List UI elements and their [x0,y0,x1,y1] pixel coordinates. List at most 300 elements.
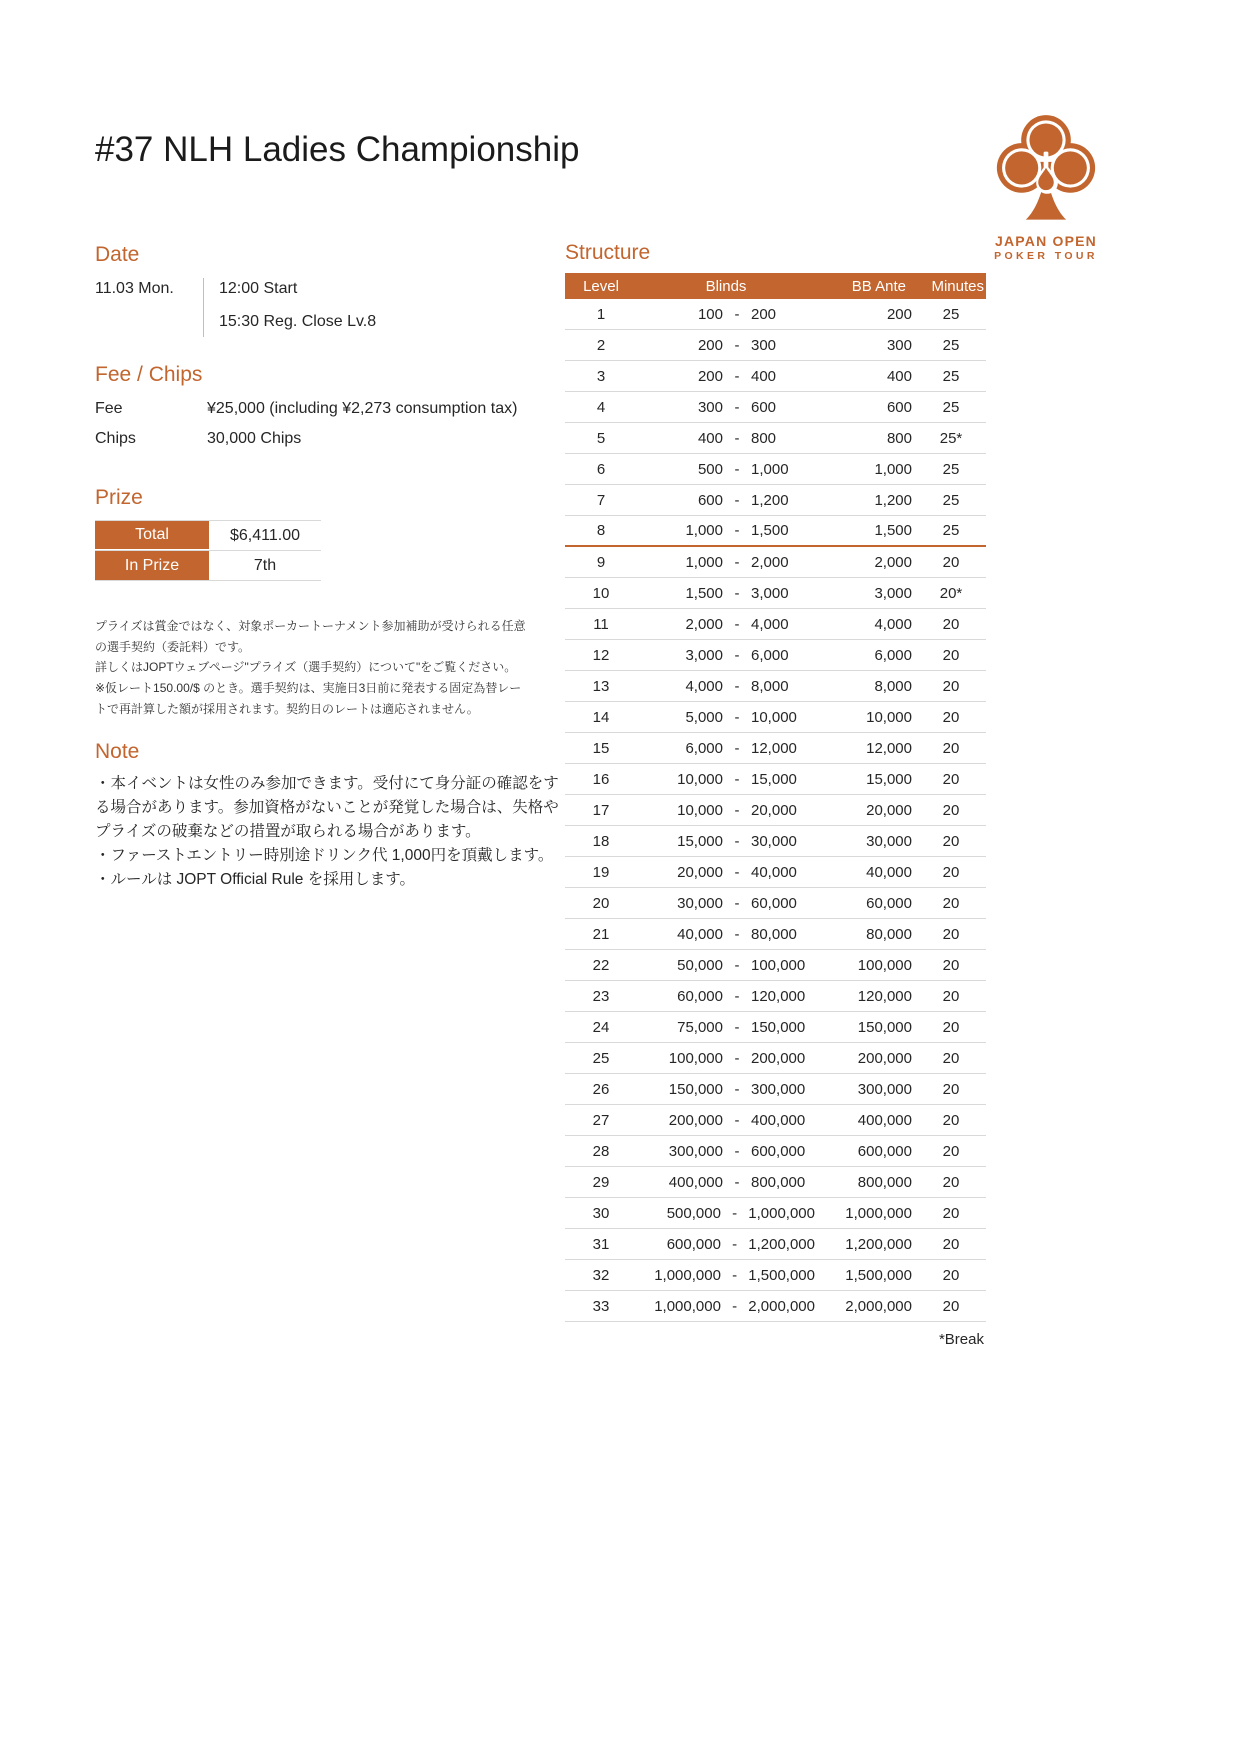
level-cell: 9 [596,553,606,571]
blinds-cell [637,585,815,602]
date-value: 11.03 Mon. [95,280,174,297]
bb-ante-cell: 400 [886,367,912,385]
level-cell: 12 [592,646,610,664]
level-cell: 26 [592,1080,610,1098]
blinds-separator: - [734,367,740,385]
blinds-separator: - [734,801,740,819]
prize-total-row [95,521,321,551]
prize-disclaimer [95,616,532,719]
blinds-separator: - [734,832,740,850]
big-blind: 1,000 [751,460,789,478]
level-cell: 1 [596,305,606,323]
blinds-separator: - [734,894,740,912]
bb-ante-cell: 300,000 [857,1080,912,1098]
note-heading: Note [95,740,140,763]
small-blind: 1,000,000 [654,1266,721,1284]
big-blind: 10,000 [751,708,797,726]
minutes-cell: 20 [942,553,960,571]
minutes-cell: 20 [942,615,960,633]
break-footnote: *Break [938,1331,984,1348]
big-blind: 200,000 [751,1049,806,1067]
blinds-separator: - [732,1297,738,1315]
level-cell: 20 [592,894,610,912]
big-blind: 100,000 [751,956,806,974]
big-blind: 80,000 [751,925,797,943]
minutes-cell: 25 [942,460,960,478]
level-cell: 14 [592,708,610,726]
logo-text-poker-tour: POKER TOUR [994,250,1098,262]
blinds-separator: - [734,987,740,1005]
prize-total-label: Total [95,521,209,550]
minutes-cell: 20 [942,677,960,695]
minutes-cell: 20 [942,863,960,881]
small-blind: 200 [697,367,723,385]
blinds-separator: - [732,1204,738,1222]
structure-level-row [565,857,986,888]
minutes-cell: 20 [942,646,960,664]
level-cell: 24 [592,1018,610,1036]
bb-ante-cell: 8,000 [874,677,912,695]
bb-ante-cell: 4,000 [874,615,912,633]
bb-ante-cell: 6,000 [874,646,912,664]
level-cell: 29 [592,1173,610,1191]
structure-section [565,241,986,1348]
col-header-minutes: Minutes [931,277,984,295]
small-blind: 500 [697,460,723,478]
structure-level-row [565,1012,986,1043]
blinds-cell [637,522,815,539]
minutes-cell: 20 [942,1111,960,1129]
small-blind: 100,000 [668,1049,723,1067]
blinds-cell [637,554,815,571]
structure-level-row [565,795,986,826]
minutes-cell: 25 [942,305,960,323]
bb-ante-cell: 80,000 [866,925,912,943]
big-blind: 12,000 [751,739,797,757]
structure-level-row [565,1167,986,1198]
small-blind: 5,000 [685,708,723,726]
bb-ante-cell: 3,000 [874,584,912,602]
blinds-cell [637,616,815,633]
big-blind: 800,000 [751,1173,806,1191]
minutes-cell: 25 [942,491,960,509]
small-blind: 75,000 [677,1018,723,1036]
big-blind: 1,200 [751,491,789,509]
structure-level-row [565,454,986,485]
structure-level-row [565,1074,986,1105]
chips-row [95,430,517,448]
blinds-cell [637,430,815,447]
bb-ante-cell: 800 [886,429,912,447]
structure-header-row [565,273,986,299]
minutes-cell: 20 [942,956,960,974]
note-item: ・本イベントは女性のみ参加できます。受付にて身分証の確認をする場合があります。参加資格がないことが発覚した場合は、失格やプライズの破棄などの措置が取られる場合があります。 [95,775,559,841]
structure-level-row [565,485,986,516]
page-title: #37 NLH Ladies Championship [95,130,580,169]
structure-level-row [565,547,986,578]
level-cell: 32 [592,1266,610,1284]
prize-inprize-value: 7th [253,556,277,574]
structure-level-row [565,1198,986,1229]
structure-level-row [565,671,986,702]
blinds-separator: - [734,863,740,881]
structure-level-row [565,1043,986,1074]
bb-ante-cell: 2,000,000 [845,1297,912,1315]
small-blind: 400,000 [668,1173,723,1191]
big-blind: 20,000 [751,801,797,819]
small-blind: 60,000 [677,987,723,1005]
level-cell: 31 [592,1235,610,1253]
level-cell: 7 [596,491,606,509]
level-cell: 27 [592,1111,610,1129]
structure-level-row [565,330,986,361]
structure-level-row [565,392,986,423]
structure-level-row [565,1105,986,1136]
small-blind: 600 [697,491,723,509]
bb-ante-cell: 1,200 [874,491,912,509]
structure-level-row [565,981,986,1012]
start-time: 12:00 Start [219,280,298,297]
blinds-cell [637,926,815,943]
bb-ante-cell: 2,000 [874,553,912,571]
blinds-cell [637,399,815,416]
minutes-cell: 20 [942,925,960,943]
disclaimer-line: プライズは賞金ではなく、対象ポーカートーナメント参加補助が受けられる任意の選手契約（委託料）です。 [95,619,526,654]
level-cell: 8 [596,522,606,539]
big-blind: 150,000 [751,1018,806,1036]
big-blind: 1,200,000 [748,1235,815,1253]
level-cell: 25 [592,1049,610,1067]
big-blind: 30,000 [751,832,797,850]
level-cell: 13 [592,677,610,695]
level-cell: 28 [592,1142,610,1160]
blinds-separator: - [734,646,740,664]
blinds-separator: - [732,1266,738,1284]
jopt-logo [985,110,1107,262]
blinds-separator: - [732,1235,738,1253]
blinds-separator: - [734,1173,740,1191]
bb-ante-cell: 15,000 [866,770,912,788]
blinds-separator: - [734,770,740,788]
blinds-cell [637,709,815,726]
fee-row [95,400,517,418]
bb-ante-cell: 300 [886,336,912,354]
blinds-cell [637,957,815,974]
bb-ante-cell: 1,500,000 [845,1266,912,1284]
big-blind: 600 [751,398,777,416]
bb-ante-cell: 1,000,000 [845,1204,912,1222]
blinds-separator: - [734,956,740,974]
blinds-separator: - [734,584,740,602]
blinds-cell [637,1019,815,1036]
blinds-separator: - [734,1142,740,1160]
minutes-cell: 20 [942,894,960,912]
blinds-cell [637,1267,815,1284]
bb-ante-cell: 200,000 [857,1049,912,1067]
blinds-separator: - [734,522,740,539]
blinds-cell [637,740,815,757]
big-blind: 200 [751,305,777,323]
level-cell: 4 [596,398,606,416]
structure-level-row [565,361,986,392]
small-blind: 600,000 [666,1235,721,1253]
blinds-cell [637,771,815,788]
reg-close-time: 15:30 Reg. Close Lv.8 [219,313,377,330]
structure-level-row [565,516,986,547]
note-item: ・ルールは JOPT Official Rule を採用します。 [95,871,415,889]
blinds-separator: - [734,305,740,323]
small-blind: 150,000 [668,1080,723,1098]
disclaimer-line: 詳しくはJOPTウェブページ"プライズ（選手契約）について"をご覧ください。 [95,660,517,675]
structure-level-row [565,826,986,857]
big-blind: 15,000 [751,770,797,788]
small-blind: 300,000 [668,1142,723,1160]
small-blind: 20,000 [677,863,723,881]
blinds-separator: - [734,708,740,726]
bb-ante-cell: 400,000 [857,1111,912,1129]
bb-ante-cell: 600 [886,398,912,416]
blinds-separator: - [734,677,740,695]
minutes-cell: 20 [942,1142,960,1160]
big-blind: 40,000 [751,863,797,881]
bb-ante-cell: 150,000 [857,1018,912,1036]
minutes-cell: 25 [942,336,960,354]
bb-ante-cell: 200 [886,305,912,323]
prize-inprize-row [95,551,321,581]
blinds-cell [637,647,815,664]
minutes-cell: 25* [939,429,963,447]
level-cell: 2 [596,336,606,354]
bb-ante-cell: 600,000 [857,1142,912,1160]
big-blind: 8,000 [751,677,789,695]
date-heading: Date [95,243,140,266]
big-blind: 2,000,000 [748,1297,815,1315]
bb-ante-cell: 100,000 [857,956,912,974]
big-blind: 60,000 [751,894,797,912]
level-cell: 5 [596,429,606,447]
structure-level-row [565,702,986,733]
level-cell: 17 [592,801,610,819]
structure-level-row [565,888,986,919]
blinds-cell [637,802,815,819]
note-item: ・ファーストエントリー時別途ドリンク代 1,000円を頂戴します。 [95,847,554,865]
small-blind: 400 [697,429,723,447]
structure-rows [565,299,986,1322]
big-blind: 6,000 [751,646,789,664]
minutes-cell: 20 [942,1080,960,1098]
level-cell: 15 [592,739,610,757]
big-blind: 600,000 [751,1142,806,1160]
blinds-separator: - [734,553,740,571]
big-blind: 1,000,000 [748,1204,815,1222]
minutes-cell: 20 [942,1049,960,1067]
chips-label: Chips [95,430,136,447]
structure-level-row [565,733,986,764]
small-blind: 50,000 [677,956,723,974]
level-cell: 16 [592,770,610,788]
minutes-cell: 20 [942,832,960,850]
blinds-cell [637,368,815,385]
level-cell: 3 [596,367,606,385]
minutes-cell: 20 [942,708,960,726]
big-blind: 2,000 [751,553,789,571]
big-blind: 300,000 [751,1080,806,1098]
blinds-cell [637,1236,815,1253]
structure-level-row [565,299,986,330]
structure-level-row [565,1136,986,1167]
bb-ante-cell: 1,500 [874,522,912,539]
prize-heading: Prize [95,486,143,509]
blinds-cell [637,1081,815,1098]
disclaimer-line: ※仮レート150.00/$ のとき。選手契約は、実施日3日前に発表する固定為替レートで再計算した額が採用されます。契約日のレートは適応されません。 [95,680,522,716]
bb-ante-cell: 30,000 [866,832,912,850]
blinds-cell [637,895,815,912]
small-blind: 6,000 [685,739,723,757]
big-blind: 120,000 [751,987,806,1005]
level-cell: 18 [592,832,610,850]
blinds-cell [637,1174,815,1191]
blinds-separator: - [734,925,740,943]
small-blind: 1,000 [685,522,723,539]
blinds-cell [637,833,815,850]
minutes-cell: 20 [942,987,960,1005]
bb-ante-cell: 60,000 [866,894,912,912]
small-blind: 30,000 [677,894,723,912]
blinds-separator: - [734,1080,740,1098]
blinds-separator: - [734,460,740,478]
prize-total-value: $6,411.00 [230,526,300,544]
bb-ante-cell: 800,000 [857,1173,912,1191]
big-blind: 800 [751,429,777,447]
bb-ante-cell: 120,000 [857,987,912,1005]
structure-level-row [565,1260,986,1291]
level-cell: 33 [592,1297,610,1315]
date-section [95,278,376,337]
fee-chips-section [95,400,517,448]
blinds-separator: - [734,336,740,354]
chips-value: 30,000 Chips [207,430,302,447]
blinds-cell [637,1205,815,1222]
blinds-separator: - [734,1018,740,1036]
blinds-cell [637,864,815,881]
level-cell: 23 [592,987,610,1005]
structure-heading: Structure [565,241,651,264]
blinds-cell [637,1298,815,1315]
small-blind: 40,000 [677,925,723,943]
big-blind: 4,000 [751,615,789,633]
minutes-cell: 20 [942,1204,960,1222]
blinds-cell [637,1143,815,1160]
minutes-cell: 20 [942,1266,960,1284]
structure-level-row [565,764,986,795]
blinds-cell [637,492,815,509]
col-header-bb-ante: BB Ante [851,277,906,295]
small-blind: 1,000 [685,553,723,571]
level-cell: 19 [592,863,610,881]
small-blind: 200 [697,336,723,354]
minutes-cell: 20* [939,584,963,602]
level-cell: 30 [592,1204,610,1222]
structure-level-row [565,919,986,950]
minutes-cell: 20 [942,1173,960,1191]
blinds-separator: - [734,491,740,509]
big-blind: 400 [751,367,777,385]
blinds-cell [637,461,815,478]
structure-level-row [565,950,986,981]
club-suit-icon [994,110,1098,230]
minutes-cell: 20 [942,801,960,819]
bb-ante-cell: 1,000 [874,460,912,478]
prize-table [95,520,321,581]
small-blind: 100 [697,305,723,323]
minutes-cell: 20 [942,770,960,788]
big-blind: 300 [751,336,777,354]
fee-value: ¥25,000 (including ¥2,273 consumption tax) [207,400,518,417]
blinds-cell [637,1050,815,1067]
level-cell: 11 [593,615,609,633]
minutes-cell: 25 [942,367,960,385]
bb-ante-cell: 40,000 [866,863,912,881]
structure-level-row [565,1229,986,1260]
bb-ante-cell: 1,200,000 [845,1235,912,1253]
blinds-separator: - [734,615,740,633]
bb-ante-cell: 10,000 [866,708,912,726]
structure-level-row [565,578,986,609]
small-blind: 4,000 [685,677,723,695]
small-blind: 300 [697,398,723,416]
minutes-cell: 20 [942,1297,960,1315]
blinds-separator: - [734,429,740,447]
blinds-cell [637,1112,815,1129]
level-cell: 6 [596,460,606,478]
fee-label: Fee [95,400,123,417]
level-cell: 21 [592,925,610,943]
small-blind: 1,500 [685,584,723,602]
prize-inprize-label: In Prize [95,551,209,580]
structure-level-row [565,609,986,640]
big-blind: 1,500,000 [748,1266,815,1284]
col-header-level: Level [583,277,619,295]
blinds-cell [637,306,815,323]
fee-chips-heading: Fee / Chips [95,363,203,386]
big-blind: 400,000 [751,1111,806,1129]
big-blind: 3,000 [751,584,789,602]
note-section [95,772,569,892]
blinds-separator: - [734,739,740,757]
logo-text-japan-open: JAPAN OPEN [995,233,1097,249]
structure-level-row [565,1291,986,1322]
level-cell: 10 [592,584,610,602]
bb-ante-cell: 12,000 [866,739,912,757]
col-header-blinds: Blinds [705,277,747,295]
level-cell: 22 [592,956,610,974]
date-times [203,278,376,337]
bb-ante-cell: 20,000 [866,801,912,819]
small-blind: 15,000 [677,832,723,850]
small-blind: 200,000 [668,1111,723,1129]
small-blind: 1,000,000 [654,1297,721,1315]
minutes-cell: 25 [942,398,960,416]
blinds-cell [637,988,815,1005]
minutes-cell: 20 [942,1018,960,1036]
blinds-separator: - [734,1049,740,1067]
minutes-cell: 25 [942,522,960,539]
structure-level-row [565,640,986,671]
big-blind: 1,500 [751,522,789,539]
structure-level-row [565,423,986,454]
small-blind: 3,000 [685,646,723,664]
blinds-separator: - [734,398,740,416]
